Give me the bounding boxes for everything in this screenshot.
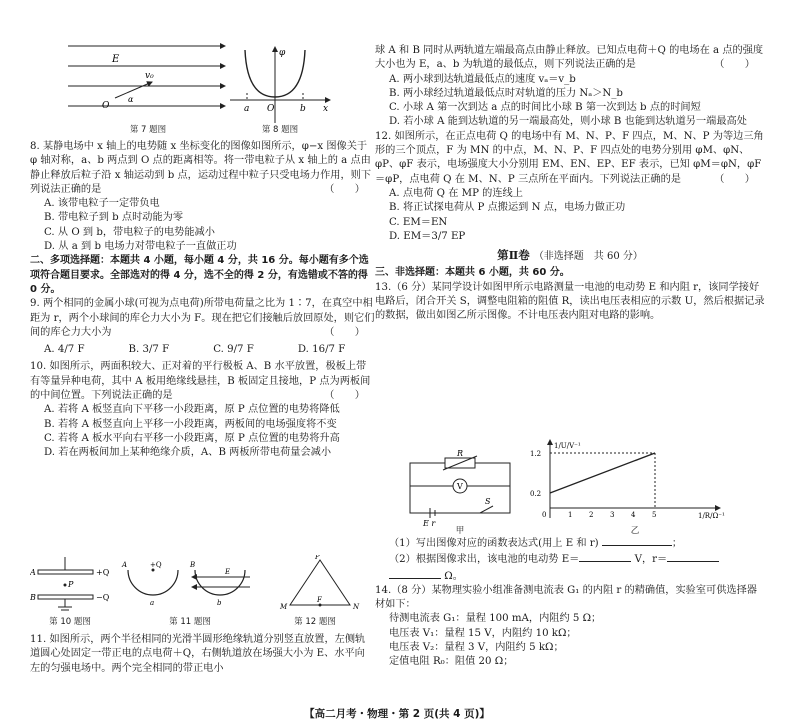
svg-text:B: B xyxy=(190,561,196,569)
fig13-label-S: S xyxy=(485,497,491,506)
figure-8-caption: 第 8 题图 xyxy=(261,125,299,135)
question-8-stem: 8. 某静电场中 x 轴上的电势随 x 坐标变化的图像如图所示，φ−x 图像关于 φ 轴对称，a、b 两点到 O 点的距离相等。将一带电粒子从 x 轴上的 a 点由静止释放后粒子沿 x 轴运动到 b 点，运动过程中粒子只受电场力作用，则下列说法正确的是 （ ） xyxy=(30,141,372,195)
fig8-label-b: b xyxy=(300,104,306,114)
svg-text:−Q: −Q xyxy=(96,593,110,602)
figure-7-caption: 第 7 题图 xyxy=(129,125,167,135)
svg-text:b: b xyxy=(217,599,222,607)
question-12-stem: 12. 如图所示，在正点电荷 Q 的电场中有 M、N、P、F 四点，M、N、P 为等边三角形的三个顶点，F 为 MN 的中点，M、N、P、F 四点处的电势分别用 φM、φN、φP、φF 表示，电场强度大小分别用 EM、EN、EP、EF 表示，已知 φM＝φN，φF＝φP，点电荷 Q 在 M、N、P 三点所在平面内。下列说法正确的是 （ ） xyxy=(375,130,764,185)
question-9-option-a: A. 4/7 F xyxy=(44,344,85,356)
question-12-option-c: C. EM＝EN xyxy=(389,216,448,228)
question-10-stem: 10. 如图所示，两面积较大、正对着的平行极板 A、B 水平放置，极板上带有等量异种电荷，其中 A 板用绝缘线悬挂，B 板固定且接地，P 点为两板间的中间位置。下列说法正确的是 （ ） xyxy=(30,361,371,402)
svg-text:M: M xyxy=(280,603,288,611)
question-14-stem: 14.（8 分）某物理实验小组准备测电流表 G₁ 的内阻 r 的精确值，实验室可供选择器材如下： xyxy=(375,584,757,611)
figure-row-7-8 xyxy=(30,0,375,135)
question-10-option-a: A. 若将 A 板竖直向下平移一小段距离，原 P 点位置的电势将降低 xyxy=(44,404,340,416)
question-9-option-b: B. 3/7 F xyxy=(128,344,170,356)
svg-text:A: A xyxy=(122,561,128,569)
question-8-option-d: D. 从 a 到 b 电场力对带电粒子一直做正功 xyxy=(44,241,237,253)
question-11-stem: 11. 如图所示，两个半径相同的光滑半圆形绝缘轨道分别竖直放置，左侧轨道圆心处固定一带正电的点电荷＋Q，右侧轨道放在场强大小为 E、水平向左的匀强电场中。两个完全相同的带正电小 xyxy=(30,634,366,674)
question-9-stem: 9. 两个相同的金属小球(可视为点电荷)所带电荷量之比为 1∶7，在真空中相距为 r，两个小球间的库仑力大小为 F。现在把它们接触后放回原处，则它们间的库仑力大小为 （ ） xyxy=(30,298,375,338)
figure-10-caption: 第 10 题图 xyxy=(49,617,91,627)
figure-13 xyxy=(405,442,745,536)
question-10-option-b: B. 若将 A 板竖直向上平移一小段距离，两板间的电场强度将不变 xyxy=(44,418,337,430)
svg-text:P: P xyxy=(68,580,74,589)
question-10-option-d: D. 若在两板间加上某种绝缘介质，A、B 两板所带电荷量会减小 xyxy=(44,447,332,459)
fig8-label-a: a xyxy=(244,104,250,114)
figure-13-jia-caption: 甲 xyxy=(455,526,465,536)
question-13-part-1: （1）写出图像对应的函数表达式(用上 E 和 r) ； xyxy=(375,535,765,551)
fig13-x-tick-4: 4 xyxy=(631,511,636,519)
fig8-label-x: x xyxy=(323,104,329,114)
question-12-option-a: A. 点电荷 Q 在 MP 的连线上 xyxy=(389,187,523,199)
figure-12-caption: 第 12 题图 xyxy=(294,617,336,627)
q13-part1-blank[interactable] xyxy=(602,535,672,546)
question-13-part-2-end: Ω。 xyxy=(375,568,765,584)
figure-13-circuit xyxy=(405,448,525,528)
svg-text:F: F xyxy=(317,596,322,604)
question-14-item-1: 待测电流表 G₁：量程 100 mA，内阻约 5 Ω； xyxy=(389,613,602,625)
svg-text:E: E xyxy=(225,568,231,576)
svg-text:P: P xyxy=(315,555,320,561)
svg-text:a: a xyxy=(150,599,155,607)
question-12-option-b: B. 将正试探电荷从 P 点搬运到 N 点，电场力做正功 xyxy=(389,202,626,214)
svg-text:+Q: +Q xyxy=(96,568,110,577)
figure-10 xyxy=(30,555,115,615)
figure-13-yi-caption: 乙 xyxy=(630,526,640,536)
fig13-x-tick-0: 0 xyxy=(542,511,547,519)
section-3-heading: 三、非选择题：本题共 6 小题，共 60 分。 xyxy=(375,267,570,279)
fig13-x-tick-5: 5 xyxy=(652,511,657,519)
question-8-option-c: C. 从 O 到 b，带电粒子的电势能减小 xyxy=(44,226,215,238)
section-2-heading: 二、多项选择题：本题共 4 小题，每小题 4 分，共 16 分。每小题有多个选项符合题目要求。全部选对的得 4 分，选不全的得 2 分，有选错或不答的得 0 分。 xyxy=(30,255,369,295)
fig13-label-R: R xyxy=(457,449,464,458)
fig7-label-v0: v₀ xyxy=(145,71,154,81)
svg-text:+Q: +Q xyxy=(150,561,162,569)
svg-text:A: A xyxy=(30,568,36,577)
svg-text:N: N xyxy=(353,603,360,611)
question-11-option-d: D. 若小球 A 能到达轨道的另一端最高处，则小球 B 也能到达轨道另一端最高处 xyxy=(389,116,747,128)
fig13-y-tick-1: 1.2 xyxy=(530,450,542,458)
fig13-y-axis-label: 1/U/V⁻¹ xyxy=(554,442,581,450)
fig13-label-V: V xyxy=(457,482,463,491)
question-11-option-a: A. 两小球到达轨道最低点的速度 vₐ＝v_b xyxy=(389,73,576,85)
fig7-label-O: O xyxy=(102,101,110,111)
left-column xyxy=(30,0,375,674)
fig8-label-O: O xyxy=(267,104,275,114)
question-8-option-b: B. 带电粒子到 b 点时动能为零 xyxy=(44,212,184,224)
question-13-stem: 13.（6 分）某同学设计如图甲所示电路测量一电池的电动势 E 和内阻 r，该同学接好电路后，闭合开关 S，调整电阻箱的阻值 R，读出电压表相应的示数 U，然后根据记录的数据，做出如图乙所示图像。不计电压表内阻对电路的影响。 xyxy=(375,281,765,322)
figure-8 xyxy=(225,45,335,125)
q13-r-blank[interactable] xyxy=(667,551,719,562)
question-12-option-d: D. EM＝3/7 EP xyxy=(389,230,466,242)
fig13-label-Er: E r xyxy=(423,519,436,528)
fig8-label-phi: φ xyxy=(279,48,286,58)
q13-r-blank-cont[interactable] xyxy=(389,568,441,579)
question-9-options xyxy=(30,343,375,357)
question-9-option-c: C. 9/7 F xyxy=(213,344,254,356)
fig13-x-tick-3: 3 xyxy=(610,511,615,519)
figure-11-caption: 第 11 题图 xyxy=(169,617,211,627)
fig7-label-alpha: α xyxy=(128,95,134,104)
q13-emf-blank[interactable] xyxy=(579,551,631,562)
fig13-x-tick-2: 2 xyxy=(589,511,594,519)
fig13-x-tick-1: 1 xyxy=(568,511,573,519)
question-14-item-3: 电压表 V₂：量程 3 V，内阻约 5 kΩ； xyxy=(389,642,564,654)
fig13-y-tick-2: 0.2 xyxy=(530,490,542,498)
question-14-item-2: 电压表 V₁：量程 15 V，内阻约 10 kΩ； xyxy=(389,627,577,639)
fig7-label-E: E xyxy=(112,54,120,65)
question-14-item-4: 定值电阻 R₀：阻值 20 Ω； xyxy=(389,656,514,668)
page-footer: 【高二月考・物理・第 2 页(共 4 页)】 xyxy=(304,708,490,720)
part-2-title: 第Ⅱ卷 （非选择题 共 60 分） xyxy=(497,248,643,263)
figure-row-10-12 xyxy=(30,555,375,630)
question-11-continued: 球 A 和 B 同时从两轨道左端最高点由静止释放。已知点电荷＋Q 的电场在 a 点的强度大小也为 E，a、b 为轨道的最低点，则下列说法正确的是 （ ） xyxy=(375,45,764,71)
figure-12 xyxy=(275,555,365,615)
question-9-option-d: D. 16/7 F xyxy=(297,344,346,356)
figure-11 xyxy=(120,555,260,615)
question-10-option-c: C. 若将 A 板水平向右平移一小段距离，原 P 点位置的电势将升高 xyxy=(44,432,340,444)
question-8-option-a: A. 该带电粒子一定带负电 xyxy=(44,198,160,210)
question-13-part-2: （2）根据图像求出，该电池的电动势 E＝ V，r＝ xyxy=(375,551,765,567)
question-11-option-c: C. 小球 A 第一次到达 a 点的时间比小球 B 第一次到达 b 点的时间短 xyxy=(389,102,701,114)
fig13-x-axis-label: 1/R/Ω⁻¹ xyxy=(698,512,725,520)
svg-text:B: B xyxy=(30,593,36,602)
figure-13-graph xyxy=(530,438,730,523)
question-11-option-b: B. 两小球经过轨道最低点时对轨道的压力 Nₐ＞N_b xyxy=(389,87,623,99)
